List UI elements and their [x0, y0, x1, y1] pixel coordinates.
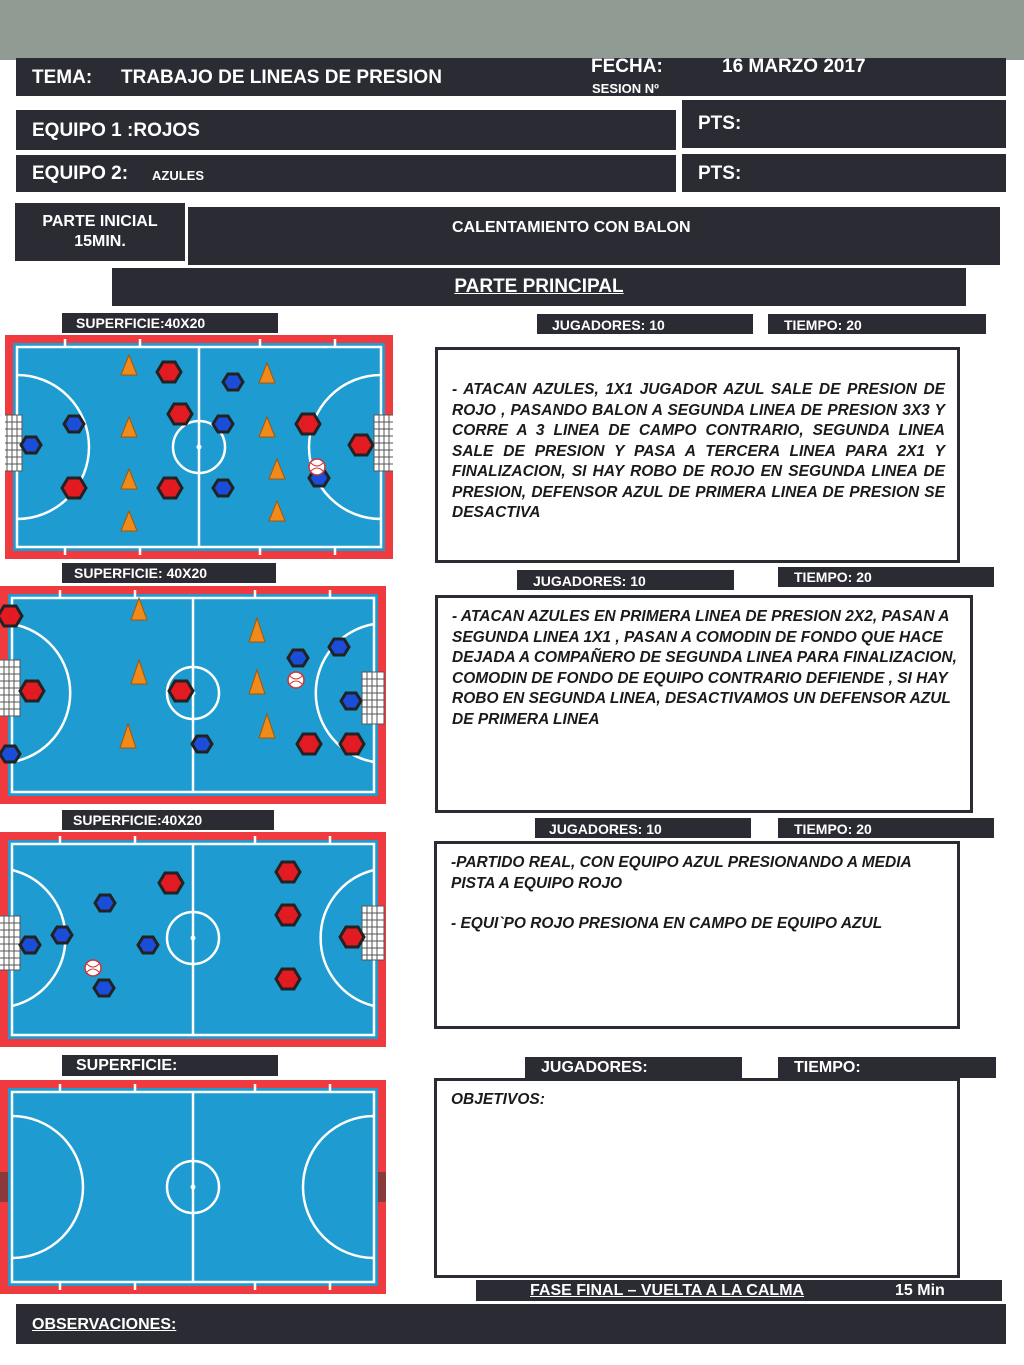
- ball-icon: [288, 672, 304, 688]
- fase-final-label: FASE FINAL – VUELTA A LA CALMA: [530, 1282, 805, 1299]
- parte-principal-text: PARTE PRINCIPAL: [454, 276, 624, 297]
- court-diagram-2: [0, 586, 386, 804]
- parte-inicial-line2: 15MIN.: [74, 233, 126, 250]
- ball-icon: [309, 459, 325, 475]
- superficie-2: SUPERFICIE: 40X20: [62, 563, 276, 583]
- objetivos-label: OBJETIVOS:: [451, 1091, 545, 1108]
- fecha-label: FECHA:: [591, 56, 663, 77]
- red-player-icon: [157, 362, 181, 382]
- tiempo-3: TIEMPO: 20: [778, 818, 994, 838]
- court-diagram-3: [0, 832, 386, 1047]
- description-3: -PARTIDO REAL, CON EQUIPO AZUL PRESIONANDO A MEDIA PISTA A EQUIPO ROJO - EQUI`PO ROJO PRESIONA EN CAMPO DE EQUIPO AZUL: [434, 841, 960, 1029]
- observaciones-bar: [16, 1304, 1006, 1344]
- pts1-bar: [682, 100, 1006, 148]
- blue-player-icon: [213, 480, 233, 496]
- calentamiento-text: CALENTAMIENTO CON BALON: [452, 219, 691, 236]
- fase-final-bar: [476, 1280, 1002, 1301]
- red-player-icon: [349, 435, 373, 455]
- red-player-icon: [62, 478, 86, 498]
- tiempo-4: TIEMPO:: [778, 1057, 996, 1078]
- jugadores-2: JUGADORES: 10: [517, 570, 734, 590]
- pts1-label: PTS:: [698, 113, 742, 134]
- red-player-icon: [158, 478, 182, 498]
- parte-inicial-label: [15, 203, 185, 261]
- blue-player-icon: [223, 374, 243, 390]
- goal-right: [374, 415, 393, 471]
- jugadores-3: JUGADORES: 10: [535, 818, 751, 838]
- equipo2-bar: [16, 155, 676, 192]
- superficie-1: SUPERFICIE:40X20: [62, 313, 278, 333]
- equipo2-value: AZULES: [152, 168, 204, 183]
- description-2: - ATACAN AZULES EN PRIMERA LINEA DE PRESION 2X2, PASAN A SEGUNDA LINEA 1X1 , PASAN A COMODIN DE FONDO QUE HACE DEJADA A COMPAÑERO DE SEGUNDA LINEA PARA FINALIZACION, COMODIN DE FONDO DE EQUIPO CONTRARIO DEFIENDE , SI HAY ROBO EN SEGUNDA LINEA, DESACTIVAMOS UN DEFENSOR AZUL DE PRIMERA LINEA: [435, 595, 973, 813]
- equipo1-label: EQUIPO 1 :ROJOS: [32, 120, 200, 141]
- description-4: [434, 1078, 960, 1278]
- equipo1-bar: [16, 110, 676, 150]
- tiempo-1: TIEMPO: 20: [768, 314, 986, 334]
- tema-value: TRABAJO DE LINEAS DE PRESION: [121, 67, 442, 88]
- ball-icon: [85, 960, 101, 976]
- court-diagram-4: [0, 1080, 386, 1294]
- tiempo-2: TIEMPO: 20: [778, 567, 994, 587]
- court-diagram-1: [5, 335, 393, 559]
- blue-player-icon: [213, 416, 233, 432]
- red-player-icon: [296, 414, 320, 434]
- blue-player-icon: [21, 437, 41, 453]
- tema-bar: [16, 58, 1006, 96]
- jugadores-1: JUGADORES: 10: [537, 314, 753, 334]
- parte-inicial-content: [188, 207, 1000, 265]
- parte-inicial-line1: PARTE INICIAL: [42, 213, 158, 230]
- pts2-bar: [682, 154, 1006, 192]
- superficie-4: SUPERFICIE:: [62, 1055, 278, 1076]
- fecha-value: 16 MARZO 2017: [722, 56, 866, 77]
- equipo2-label: EQUIPO 2:: [32, 163, 129, 184]
- description-1: - ATACAN AZULES, 1X1 JUGADOR AZUL SALE DE PRESION DE ROJO , PASANDO BALON A SEGUNDA LINEA DE PRESION 3X3 Y CORRE A 3 LINEA DE CAMPO CONTRARIO, SEGUNDA LINEA SALE DE PRESION Y PASA A TERCERA LINEA PARA 2X1 Y FINALIZACION, SI HAY ROBO DE ROJO EN SEGUNDA LINEA DE PRESION, DEFENSOR AZUL DE PRIMERA LINEA DE PRESION SE DESACTIVA: [435, 347, 960, 563]
- top-band: [0, 0, 1024, 60]
- parte-principal-title: [112, 268, 966, 306]
- sesion-label: SESION Nº: [592, 81, 659, 96]
- pts2-label: PTS:: [698, 163, 742, 184]
- red-player-icon: [168, 404, 192, 424]
- goal-left: [5, 415, 22, 471]
- jugadores-4: JUGADORES:: [525, 1057, 742, 1078]
- superficie-3: SUPERFICIE:40X20: [62, 810, 274, 830]
- fase-final-time: 15 Min: [895, 1282, 945, 1299]
- tema-label: TEMA:: [32, 67, 93, 88]
- blue-player-icon: [64, 416, 84, 432]
- observaciones-label: OBSERVACIONES:: [32, 1316, 177, 1333]
